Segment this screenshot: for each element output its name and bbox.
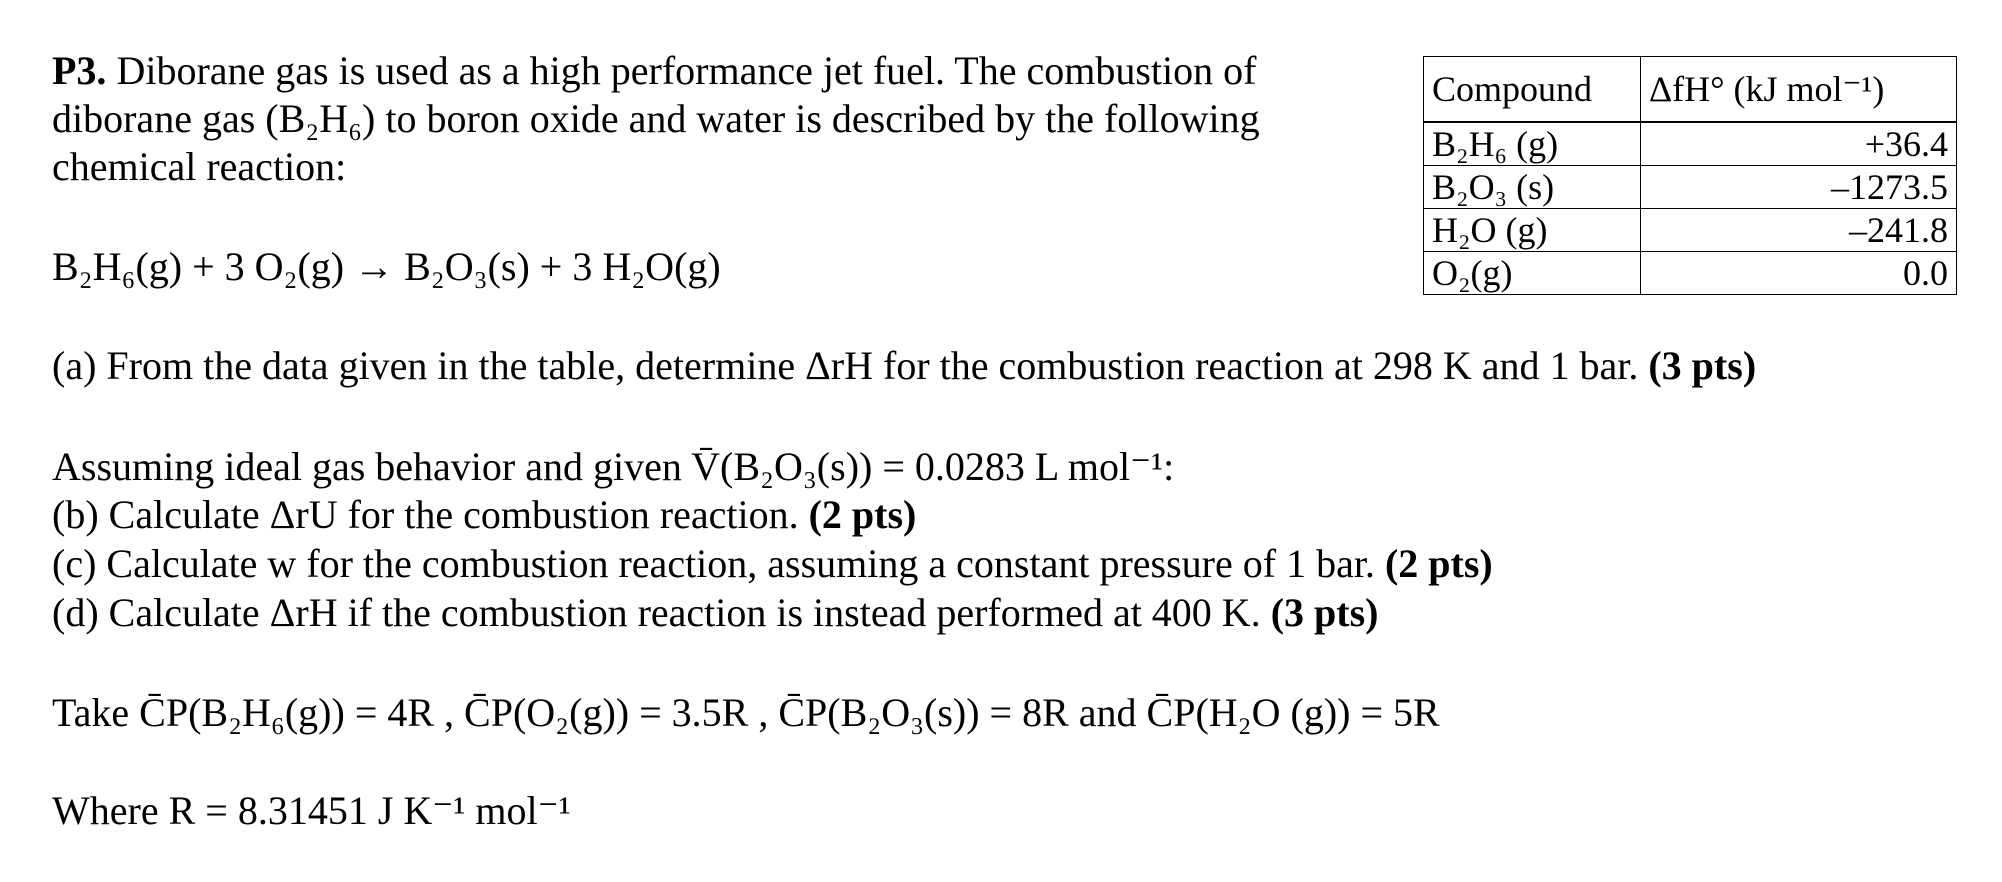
problem-intro-line-3: chemical reaction: [52, 144, 347, 189]
question-c-points: (2 pts) [1384, 541, 1493, 586]
question-b-points: (2 pts) [808, 492, 917, 537]
question-c-text: (c) Calculate w for the combustion reaction, assuming a constant pressure of 1 bar. [52, 541, 1385, 586]
question-d-points: (3 pts) [1270, 590, 1379, 635]
table-row [1424, 122, 1957, 166]
question-a-text: (a) From the data given in the table, determine ΔrH for the combustion reaction at 298 K and 1 bar. [52, 343, 1649, 388]
reaction-equation: B₂H₆(g) + 3 O₂(g) → B₂O₃(s) + 3 H₂O(g) [52, 244, 721, 289]
value-cell: –1273.5 [1641, 166, 1957, 209]
assumption-line: Assuming ideal gas behavior and given V̄(B₂O₃(s)) = 0.0283 L mol⁻¹: [52, 444, 1175, 489]
problem-intro-line-2: diborane gas (B₂H₆) to boron oxide and water is described by the following [52, 96, 1260, 141]
table-row [1424, 209, 1957, 252]
table-header-row [1424, 57, 1957, 123]
compound-cell: B₂H₆ (g) [1424, 122, 1641, 166]
question-b [52, 492, 916, 538]
problem-intro-line-1 [52, 48, 1256, 94]
question-d [52, 590, 1378, 636]
header-enthalpy: ΔfH° (kJ mol⁻¹) [1641, 57, 1957, 123]
compound-cell: O₂(g) [1424, 252, 1641, 295]
enthalpy-table [1423, 56, 1957, 295]
compound-cell: B₂O₃ (s) [1424, 166, 1641, 209]
value-cell: –241.8 [1641, 209, 1957, 252]
intro-text-1: Diborane gas is used as a high performance jet fuel. The combustion of [106, 48, 1257, 93]
question-a [52, 343, 1756, 389]
table-row [1424, 252, 1957, 295]
value-cell: +36.4 [1641, 122, 1957, 166]
problem-label: P3. [52, 48, 107, 93]
header-compound: Compound [1424, 57, 1641, 123]
heat-capacities-line: Take C̄P(B₂H₆(g)) = 4R , C̄P(O₂(g)) = 3.5R , C̄P(B₂O₃(s)) = 8R and C̄P(H₂O (g)) = 5R [52, 690, 1440, 735]
question-d-text: (d) Calculate ΔrH if the combustion reaction is instead performed at 400 K. [52, 590, 1271, 635]
value-cell: 0.0 [1641, 252, 1957, 295]
gas-constant-line: Where R = 8.31451 J K⁻¹ mol⁻¹ [52, 788, 571, 833]
question-b-text: (b) Calculate ΔrU for the combustion reaction. [52, 492, 809, 537]
question-a-points: (3 pts) [1648, 343, 1757, 388]
table-row [1424, 166, 1957, 209]
question-c [52, 541, 1493, 587]
compound-cell: H₂O (g) [1424, 209, 1641, 252]
